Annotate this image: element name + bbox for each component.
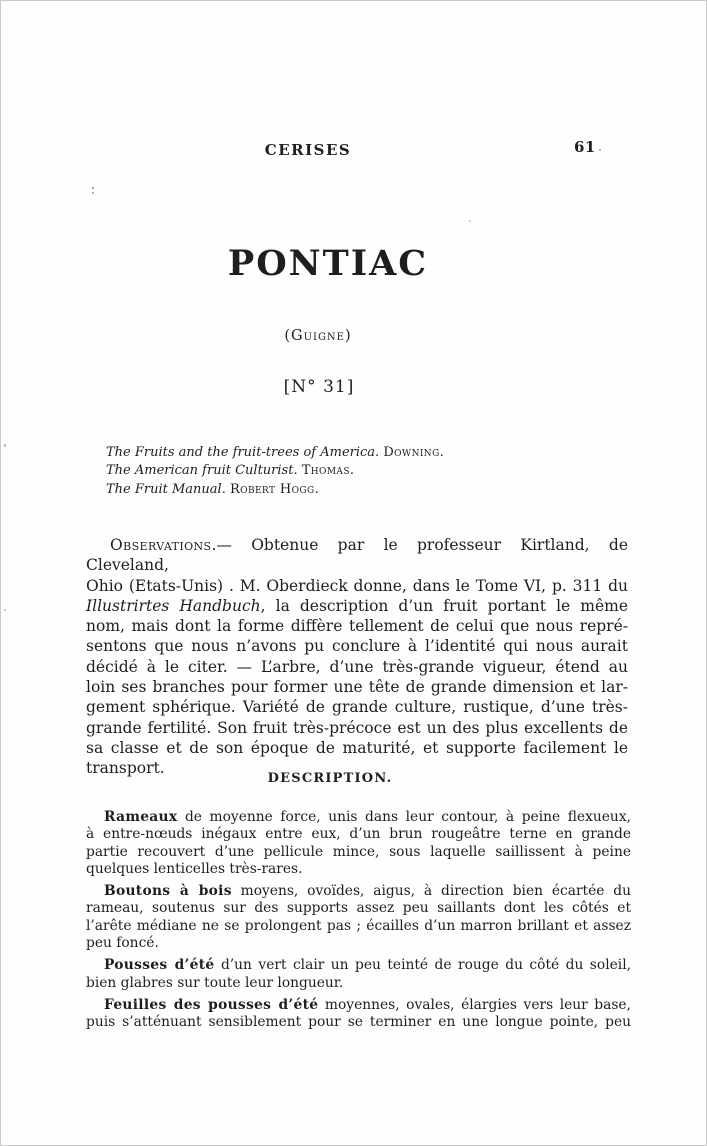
text-line: [86, 576, 628, 596]
text-segment: l’arête médiane ne se prolongent pas ; écailles d’un marron brillant et assez: [86, 917, 631, 934]
page-number: 61: [574, 138, 596, 156]
text-segment: grande fertilité. Son fruit très-précoce est un des plus excellents de: [86, 718, 628, 737]
scan-speck: [4, 444, 6, 447]
text-line: [86, 957, 631, 974]
text-segment: transport.: [86, 759, 165, 778]
scan-speck: [469, 220, 471, 222]
text-segment: Ohio (Etats-Unis) . M. Oberdieck donne, dans le Tome VI, p. 311 du: [86, 576, 628, 595]
text-segment: décidé à le citer. — L’arbre, d’une très-grande vigueur, étend au: [86, 657, 628, 676]
text-segment: sa classe et de son époque de maturité, et supporte facilement le: [86, 738, 628, 757]
text-segment: Thomas.: [301, 463, 355, 479]
references-list: [106, 444, 606, 499]
variety-title: PONTIAC: [227, 243, 429, 284]
text-segment: Observations: [110, 536, 212, 554]
text-line: [86, 738, 628, 758]
text-segment: de moyenne force, unis dans leur contour, à peine flexueux,: [177, 809, 631, 825]
paragraph-rameaux: [86, 809, 631, 878]
text-segment: nom, mais dont la forme diffère tellement de celui que nous repré-: [86, 617, 628, 636]
text-segment: bien glabres sur toute leur longueur.: [86, 974, 344, 991]
running-title: CERISES: [264, 141, 352, 159]
text-line: [86, 616, 628, 636]
text-line: [86, 596, 628, 616]
text-segment: Pousses d’été: [104, 957, 215, 974]
paragraph-pousses-d-ete: [86, 957, 631, 992]
text-line: [86, 975, 631, 992]
text-segment: peu foncé.: [86, 935, 159, 952]
text-segment: Boutons à bois: [104, 883, 232, 900]
text-line: [86, 718, 628, 738]
scan-speck: [92, 187, 94, 189]
scan-speck: [599, 149, 601, 151]
text-line: [86, 918, 631, 935]
text-line: [86, 861, 631, 878]
variety-type: (Guigne): [284, 328, 352, 344]
text-segment: quelques lenticelles très-rares.: [86, 860, 303, 877]
text-segment: Downing.: [383, 445, 445, 460]
text-line: [86, 844, 631, 861]
text-segment: partie recouvert d’une pellicule mince, sous laquelle saillissent à peine: [86, 843, 631, 860]
text-segment: , la description d’un fruit portant le même: [260, 596, 628, 615]
text-line: [86, 826, 631, 843]
text-segment: Feuilles des pousses d’été: [104, 996, 319, 1013]
text-line: [86, 1014, 631, 1031]
text-line: [86, 697, 628, 717]
text-line: [86, 809, 631, 826]
text-segment: The Fruits and the fruit-trees of America.: [106, 445, 384, 460]
text-line: [86, 935, 631, 952]
text-line: [86, 883, 631, 900]
text-segment: sentons que nous n’avons pu conclure à l’identité qui nous aurait: [86, 637, 628, 656]
text-segment: Robert Hogg.: [229, 481, 320, 497]
text-segment: .— Obtenue par le professeur Kirtland, de Cleveland,: [86, 536, 628, 575]
text-segment: The Fruit Manual.: [106, 481, 230, 497]
text-line: [86, 636, 628, 656]
text-segment: moyens, ovoïdes, aigus, à direction bien écartée du: [231, 883, 631, 900]
text-segment: puis s’atténuant sensiblement pour se terminer en une longue pointe, peu: [86, 1014, 631, 1031]
description-heading: DESCRIPTION.: [267, 771, 393, 786]
text-line: [106, 444, 606, 462]
text-line: [86, 900, 631, 917]
text-segment: rameau, soutenus sur des supports assez peu saillants dont les côtés et: [86, 900, 631, 917]
text-line: [86, 535, 628, 576]
variety-number: [N° 31]: [283, 377, 355, 397]
text-line: [86, 677, 628, 697]
text-line: [106, 481, 606, 499]
text-segment: Illustrirtes Handbuch: [86, 596, 261, 615]
text-segment: The American fruit Culturist.: [106, 463, 302, 479]
paragraph-boutons-a-bois: [86, 883, 631, 952]
text-segment: à entre-nœuds inégaux entre eux, d’un brun rougeâtre terne en grande: [86, 826, 631, 843]
text-line: [86, 657, 628, 677]
text-segment: d’un vert clair un peu teinté de rouge du côté du soleil,: [214, 957, 631, 974]
scan-speck: [4, 609, 6, 611]
paragraph-feuilles-des-pousses-d-ete: [86, 997, 631, 1032]
description-paragraphs: [86, 809, 631, 1032]
text-segment: gement sphérique. Variété de grande culture, rustique, d’une très-: [86, 698, 628, 717]
observations-paragraph: [86, 535, 628, 779]
text-segment: Rameaux: [104, 809, 178, 825]
text-segment: loin ses branches pour former une tête de grande dimension et lar-: [86, 678, 628, 697]
text-line: [106, 462, 606, 480]
text-segment: moyennes, ovales, élargies vers leur base,: [318, 996, 631, 1013]
text-line: [86, 997, 631, 1014]
